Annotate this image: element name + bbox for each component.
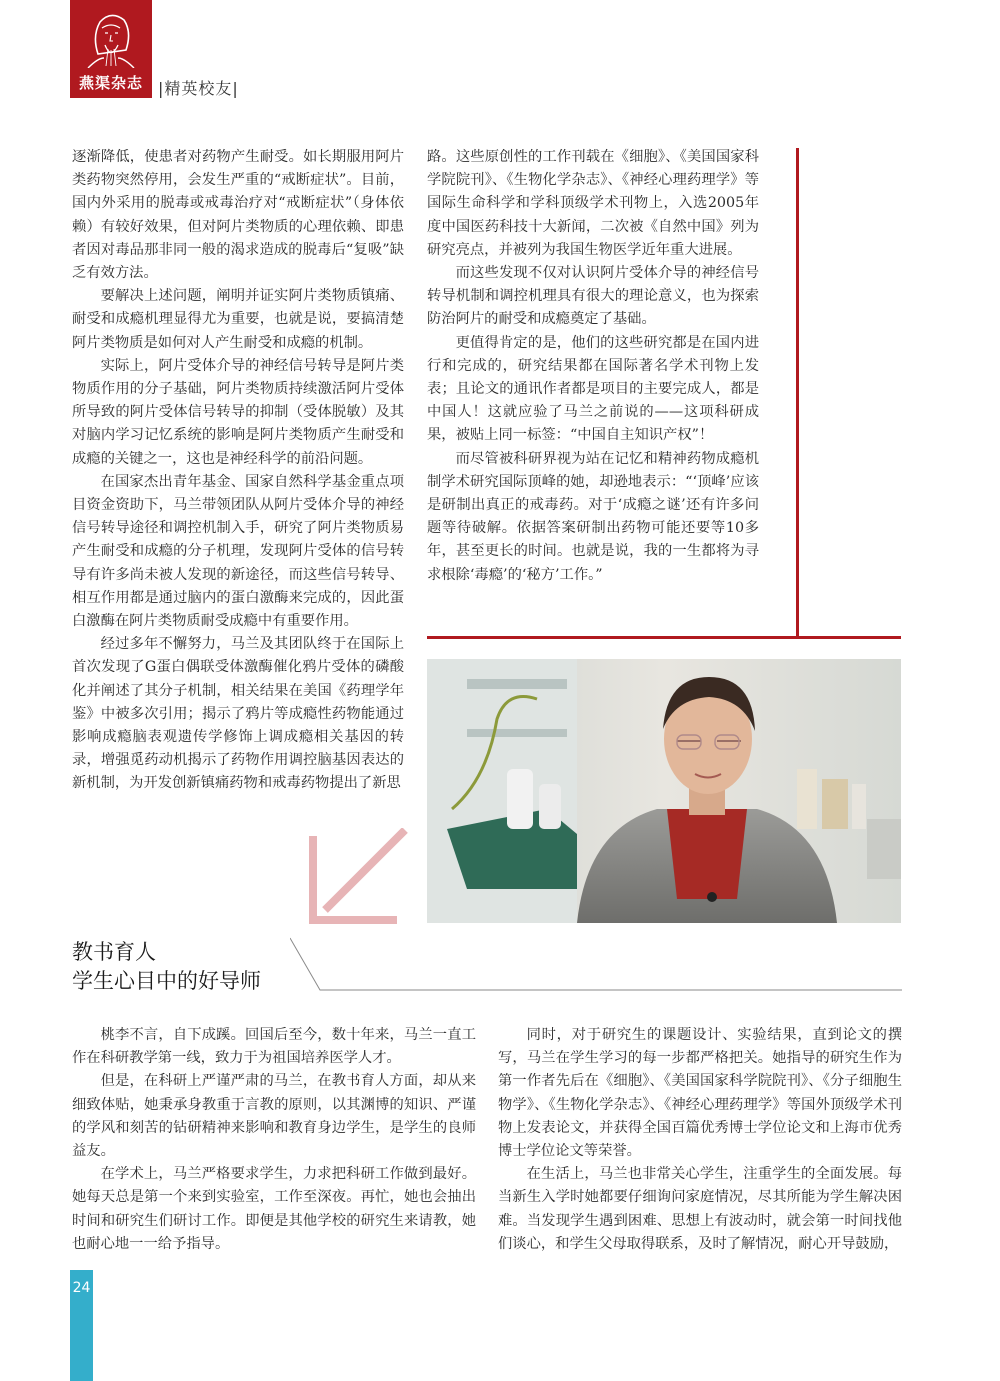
- decorative-arrow-icon: [305, 828, 415, 928]
- paragraph: 在国家杰出青年基金、国家自然科学基金重点项目资金资助下，马兰带领团队从阿片受体介导的神经信号转导途径和调控机制入手，研究了阿片类物质易产生耐受和成瘾的分子机理，发现阿片受体的信号转导有许多尚未被人发现的新途径，而这些信号转导、相互作用都是通过脑内的蛋白激酶来完成的，因此蛋白激酶在阿片类物质耐受成瘾中有重要作用。: [72, 473, 404, 630]
- paragraph: 路。这些原创性的工作刊载在《细胞》、《美国国家科学院院刊》、《生物化学杂志》、《神经心理药理学》等国际生命科学和学科顶级学术刊物上，入选2005年度中国医药科技十大新闻，二次被《自然中国》列为研究亮点，并被列为我国生物医学近年重大进展。: [427, 149, 759, 258]
- article-column-top-right: [427, 146, 759, 587]
- paragraph: 要解决上述问题，阐明并证实阿片类物质镇痛、耐受和成瘾机理显得尤为重要，也就是说，要搞清楚阿片类物质是如何对人产生耐受和成瘾的机制。: [72, 288, 404, 351]
- section-heading-line1: 教书育人: [72, 940, 156, 964]
- article-column-top-left: [72, 146, 404, 796]
- paragraph: 但是，在科研上严谨严肃的马兰，在教书育人方面，却从来细致体贴，她秉承身教重于言教的原则，以其渊博的知识、严谨的学风和刻苦的钻研精神来影响和教育身边学生，是学生的良师益友。: [72, 1073, 476, 1160]
- paragraph: 经过多年不懈努力，马兰及其团队终于在国际上首次发现了G蛋白偶联受体激酶催化鸦片受体的磷酸化并阐述了其分子机制，相关结果在美国《药理学年鉴》中被多次引用；揭示了鸦片等成瘾性药物能通过影响成瘾脑表观遗传学修饰上调成瘾相关基因的转录，增强觅药动机揭示了药物作用调控脑基因表达的新机制，为开发创新镇痛药物和戒毒药物提出了新思: [72, 636, 404, 792]
- paragraph: 逐渐降低，使患者对药物产生耐受。如长期服用阿片类药物突然停用，会发生严重的“戒断症状”。目前，国内外采用的脱毒或戒毒治疗对“戒断症状”（身体依赖）有较好效果，但对阿片类物质的心理依赖、即患者因对毒品那非同一般的渴求造成的脱毒后“复吸”缺乏有效方法。: [72, 149, 404, 282]
- paragraph: 而这些发现不仅对认识阿片受体介导的神经信号转导机制和调控机理具有很大的理论意义，也为探索防治阿片的耐受和成瘾奠定了基础。: [427, 265, 759, 328]
- paragraph: 桃李不言，自下成蹊。回国后至今，数十年来，马兰一直工作在科研教学第一线，致力于为祖国培养医学人才。: [72, 1027, 476, 1067]
- article-column-bottom-right: [498, 1024, 902, 1256]
- page-number: 24: [72, 1280, 91, 1296]
- magazine-logo: [70, 0, 152, 98]
- paragraph: 更值得肯定的是，他们的这些研究都是在国内进行和完成的，研究结果都在国际著名学术刊物上发表；且论文的通讯作者都是项目的主要完成人，都是中国人！这就应验了马兰之前说的——这项科研成果，被贴上同一标签：“中国自主知识产权”！: [427, 334, 759, 444]
- paragraph: 在学术上，马兰严格要求学生，力求把科研工作做到最好。她每天总是第一个来到实验室，工作至深夜。再忙，她也会抽出时间和研究生们研讨工作。即便是其他学校的研究生来请教，她也耐心地一一给予指导。: [72, 1166, 476, 1252]
- section-label: |精英校友|: [158, 79, 239, 98]
- section-heading-line2: 学生心目中的好导师: [72, 969, 261, 993]
- paragraph: 同时，对于研究生的课题设计、实验结果，直到论文的撰写，马兰在学生学习的每一步都严格把关。她指导的研究生作为第一作者先后在《细胞》、《美国国家科学院院刊》、《分子细胞生物学》、《生物化学杂志》、《神经心理药理学》等国外顶级学术刊物上发表论文，并获得全国百篇优秀博士学位论文和上海市优秀博士学位论文等荣誉。: [498, 1027, 902, 1160]
- portrait-illustration: [78, 2, 144, 68]
- heading-underline: [290, 936, 902, 994]
- red-frame-horizontal: [427, 636, 901, 639]
- portrait-photo: [427, 659, 901, 923]
- paragraph: 在生活上，马兰也非常关心学生，注重学生的全面发展。每当新生入学时她都要仔细询问家庭情况，尽其所能为学生解决困难。当发现学生遇到困难、思想上有波动时，就会第一时间找他们谈心，和学生父母取得联系，及时了解情况，耐心开导鼓励，: [498, 1166, 902, 1252]
- paragraph: 实际上，阿片受体介导的神经信号转导是阿片类物质作用的分子基础，阿片类物质持续激活阿片受体所导致的阿片受体信号转导的抑制（受体脱敏）及其对脑内学习记忆系统的影响是阿片类物质产生耐受和成瘾的关键之一，这也是神经科学的前沿问题。: [72, 357, 404, 467]
- red-frame-vertical: [796, 148, 799, 638]
- paragraph: 而尽管被科研界视为站在记忆和精神药物成瘾机制学术研究国际顶峰的她，却逊地表示：“‘顶峰’应该是研制出真正的戒毒药。对于‘成瘾之谜’还有许多问题等待破解。依据答案研制出药物可能还要等10多年，甚至更长的时间。也就是说，我的一生都将为寻求根除‘毒瘾’的‘秘方’工作。”: [427, 450, 759, 583]
- article-column-bottom-left: [72, 1024, 476, 1256]
- section-heading: [72, 938, 261, 996]
- logo-text: 燕渠杂志: [78, 74, 143, 92]
